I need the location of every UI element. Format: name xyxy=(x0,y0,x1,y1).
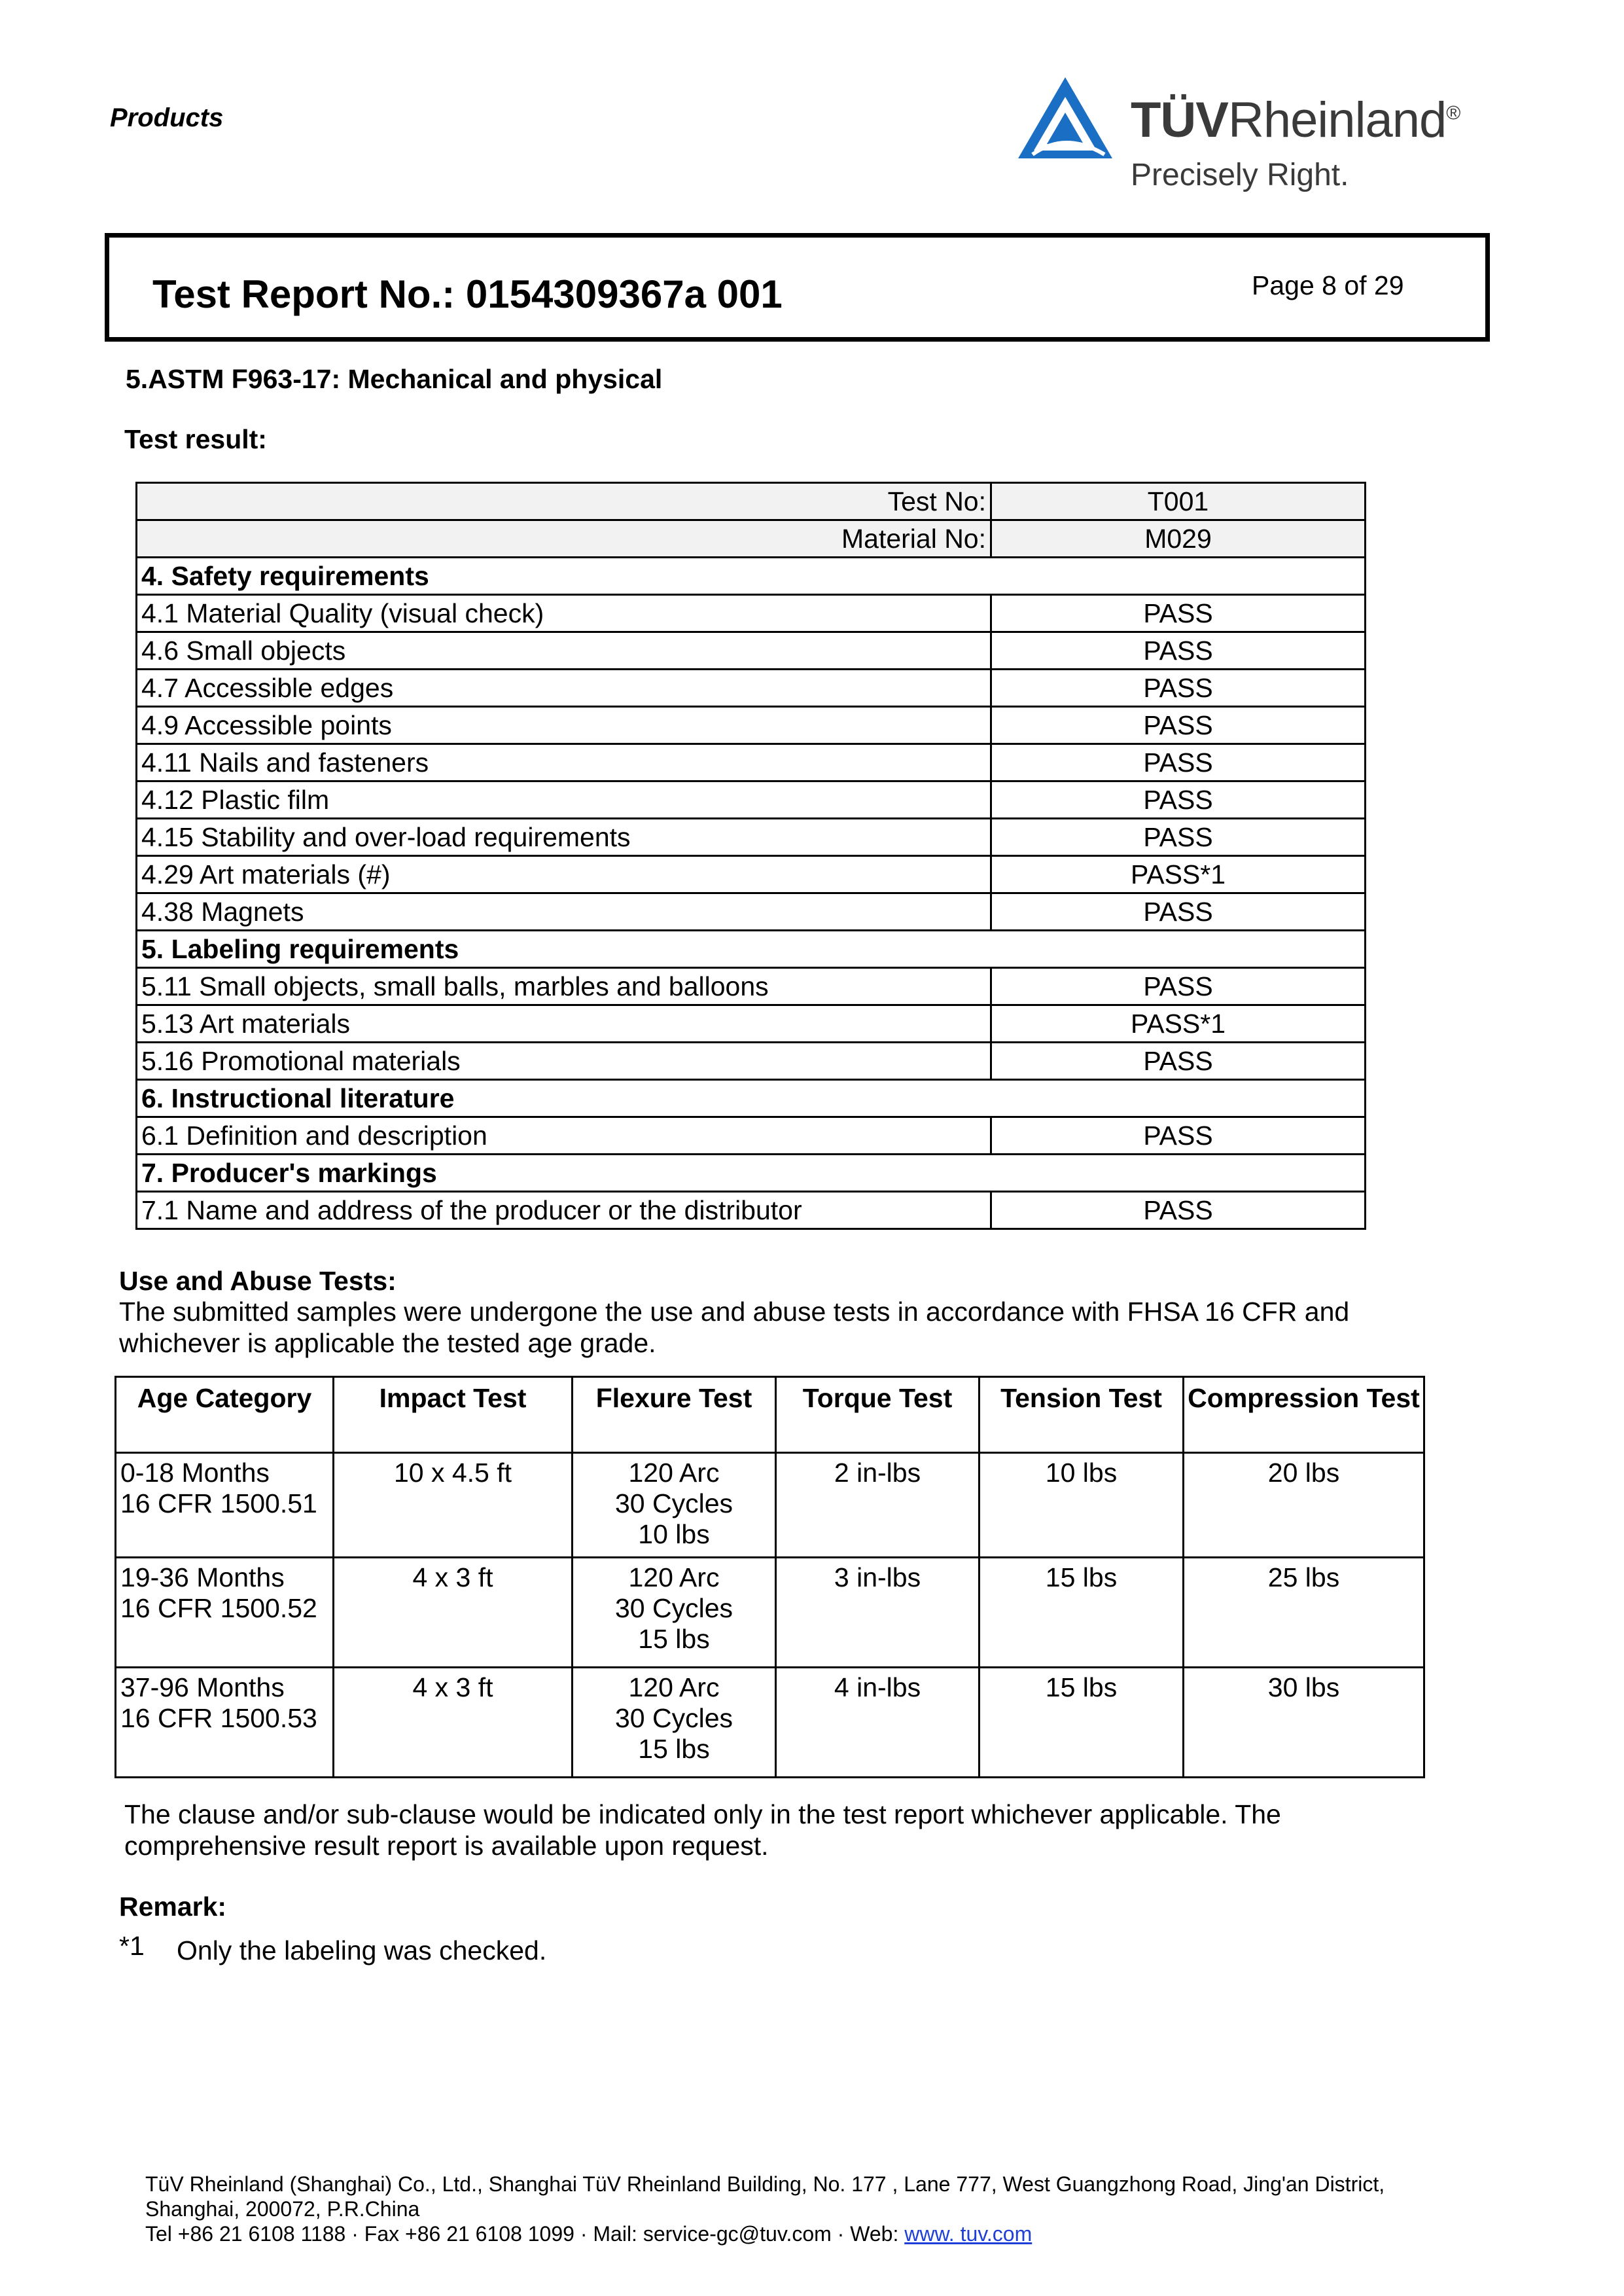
clause-note: The clause and/or sub-clause would be indicated only in the test report whichever applicable. The comprehensive result report is available upon request. xyxy=(124,1799,1281,1861)
age-category-line: 0-18 Months xyxy=(120,1458,270,1488)
requirement-label: 4.1 Material Quality (visual check) xyxy=(137,595,991,632)
table-row xyxy=(137,819,1366,856)
result-value: PASS xyxy=(991,1043,1366,1080)
table-row xyxy=(116,1453,1424,1558)
group-heading: 6. Instructional literature xyxy=(137,1080,1366,1117)
table-row xyxy=(137,856,1366,893)
abuse-description: The submitted samples were undergone the use and abuse tests in accordance with FHSA 16 CFR and whichever is applicable the tested age grade. xyxy=(119,1297,1350,1358)
test-no-label: Test No: xyxy=(137,483,991,520)
remark-title: Remark: xyxy=(119,1892,227,1922)
flexure-line: 30 Cycles xyxy=(614,1703,733,1733)
tension-cell: 15 lbs xyxy=(980,1558,1184,1668)
section-title: 5.ASTM F963-17: Mechanical and physical xyxy=(126,364,663,394)
requirement-label: 4.15 Stability and over-load requirements xyxy=(137,819,991,856)
report-number: Test Report No.: 0154309367a 001 xyxy=(152,272,783,316)
age-category-cell xyxy=(116,1453,334,1558)
impact-test-header: Impact Test xyxy=(334,1377,573,1453)
age-category-cell xyxy=(116,1558,334,1668)
age-category-line: 37-96 Months xyxy=(120,1672,285,1702)
compression-test-header: Compression Test xyxy=(1184,1377,1424,1453)
result-value: PASS xyxy=(991,632,1366,670)
remark-text: Only the labeling was checked. xyxy=(177,1935,547,1965)
abuse-table xyxy=(115,1376,1425,1778)
age-category-header: Age Category xyxy=(116,1377,334,1453)
compression-cell: 20 lbs xyxy=(1184,1453,1424,1558)
requirement-label: 5.11 Small objects, small balls, marbles and balloons xyxy=(137,968,991,1005)
age-category-line: 16 CFR 1500.51 xyxy=(120,1488,317,1518)
torque-cell: 4 in-lbs xyxy=(776,1668,980,1778)
flexure-line: 15 lbs xyxy=(638,1734,710,1764)
requirement-label: 6.1 Definition and description xyxy=(137,1117,991,1155)
logo-brand-bold: TÜV xyxy=(1131,92,1228,148)
result-value: PASS xyxy=(991,744,1366,781)
abuse-title: Use and Abuse Tests: xyxy=(119,1266,397,1296)
group-row xyxy=(137,1080,1366,1117)
result-value: PASS xyxy=(991,893,1366,931)
impact-cell: 10 x 4.5 ft xyxy=(334,1453,573,1558)
requirement-label: 4.29 Art materials (#) xyxy=(137,856,991,893)
logo-brand-light: Rheinland xyxy=(1228,92,1447,148)
compression-cell: 25 lbs xyxy=(1184,1558,1424,1668)
flexure-line: 30 Cycles xyxy=(614,1488,733,1518)
table-row xyxy=(137,632,1366,670)
flexure-line: 10 lbs xyxy=(638,1519,710,1549)
tension-cell: 15 lbs xyxy=(980,1668,1184,1778)
result-value: PASS xyxy=(991,707,1366,744)
table-row xyxy=(137,1192,1366,1229)
torque-cell: 2 in-lbs xyxy=(776,1453,980,1558)
section-label: Products xyxy=(110,103,224,132)
footer-contact xyxy=(145,2221,1493,2246)
material-no-label: Material No: xyxy=(137,520,991,558)
table-row xyxy=(137,893,1366,931)
remark-mark: *1 xyxy=(119,1931,145,1961)
table-row xyxy=(116,1558,1424,1668)
age-category-line: 19-36 Months xyxy=(120,1562,285,1592)
requirement-label: 4.6 Small objects xyxy=(137,632,991,670)
logo-tagline: Precisely Right. xyxy=(1131,158,1349,192)
table-row xyxy=(137,520,1366,558)
requirement-label: 4.9 Accessible points xyxy=(137,707,991,744)
group-heading: 4. Safety requirements xyxy=(137,558,1366,595)
result-value: PASS xyxy=(991,670,1366,707)
compression-cell: 30 lbs xyxy=(1184,1668,1424,1778)
page-indicator: Page 8 of 29 xyxy=(1252,270,1404,300)
material-no-value: M029 xyxy=(991,520,1366,558)
section-subtitle: Test result: xyxy=(124,424,267,454)
table-row xyxy=(137,1117,1366,1155)
footer-contact-text: Tel +86 21 6108 1188 · Fax +86 21 6108 1099 · Mail: service-gc@tuv.com · Web: xyxy=(145,2222,905,2246)
tension-test-header: Tension Test xyxy=(980,1377,1184,1453)
requirement-label: 7.1 Name and address of the producer or the distributor xyxy=(137,1192,991,1229)
table-row xyxy=(137,707,1366,744)
website-link[interactable]: www. tuv.com xyxy=(904,2222,1033,2246)
triangle-logo-icon xyxy=(1013,72,1118,164)
table-row xyxy=(137,744,1366,781)
result-value: PASS*1 xyxy=(991,1005,1366,1043)
table-row xyxy=(137,595,1366,632)
result-value: PASS*1 xyxy=(991,856,1366,893)
report-header-box xyxy=(105,233,1490,342)
registered-mark: ® xyxy=(1446,102,1460,124)
requirement-label: 4.11 Nails and fasteners xyxy=(137,744,991,781)
group-row xyxy=(137,558,1366,595)
table-row xyxy=(116,1668,1424,1778)
footer xyxy=(145,2172,1493,2246)
flexure-cell xyxy=(573,1668,776,1778)
table-row xyxy=(137,781,1366,819)
flexure-line: 120 Arc xyxy=(628,1458,720,1488)
impact-cell: 4 x 3 ft xyxy=(334,1668,573,1778)
group-heading: 5. Labeling requirements xyxy=(137,931,1366,968)
result-value: PASS xyxy=(991,781,1366,819)
flexure-cell xyxy=(573,1453,776,1558)
table-row xyxy=(137,968,1366,1005)
group-row xyxy=(137,931,1366,968)
footer-address-line1: TüV Rheinland (Shanghai) Co., Ltd., Shanghai TüV Rheinland Building, No. 177 , Lane 777, West Guangzhong Road, Jing'an District, xyxy=(145,2172,1385,2196)
torque-cell: 3 in-lbs xyxy=(776,1558,980,1668)
abuse-header-row xyxy=(116,1377,1424,1453)
flexure-cell xyxy=(573,1558,776,1668)
result-value: PASS xyxy=(991,595,1366,632)
flexure-line: 120 Arc xyxy=(628,1562,720,1592)
group-heading: 7. Producer's markings xyxy=(137,1155,1366,1192)
result-value: PASS xyxy=(991,1117,1366,1155)
table-row xyxy=(137,483,1366,520)
table-row xyxy=(137,1005,1366,1043)
flexure-test-header: Flexure Test xyxy=(573,1377,776,1453)
result-table xyxy=(135,482,1366,1230)
requirement-label: 4.12 Plastic film xyxy=(137,781,991,819)
flexure-line: 15 lbs xyxy=(638,1624,710,1654)
flexure-line: 30 Cycles xyxy=(614,1593,733,1623)
requirement-label: 5.16 Promotional materials xyxy=(137,1043,991,1080)
age-category-cell xyxy=(116,1668,334,1778)
age-category-line: 16 CFR 1500.52 xyxy=(120,1593,317,1623)
logo-brand xyxy=(1131,92,1460,149)
table-row xyxy=(137,670,1366,707)
tension-cell: 10 lbs xyxy=(980,1453,1184,1558)
age-category-line: 16 CFR 1500.53 xyxy=(120,1703,317,1733)
tuv-logo xyxy=(1013,72,1494,196)
requirement-label: 5.13 Art materials xyxy=(137,1005,991,1043)
requirement-label: 4.38 Magnets xyxy=(137,893,991,931)
flexure-line: 120 Arc xyxy=(628,1672,720,1702)
requirement-label: 4.7 Accessible edges xyxy=(137,670,991,707)
result-value: PASS xyxy=(991,1192,1366,1229)
torque-test-header: Torque Test xyxy=(776,1377,980,1453)
impact-cell: 4 x 3 ft xyxy=(334,1558,573,1668)
table-row xyxy=(137,1043,1366,1080)
group-row xyxy=(137,1155,1366,1192)
result-value: PASS xyxy=(991,819,1366,856)
result-value: PASS xyxy=(991,968,1366,1005)
test-no-value: T001 xyxy=(991,483,1366,520)
footer-address-line2: Shanghai, 200072, P.R.China xyxy=(145,2197,420,2221)
